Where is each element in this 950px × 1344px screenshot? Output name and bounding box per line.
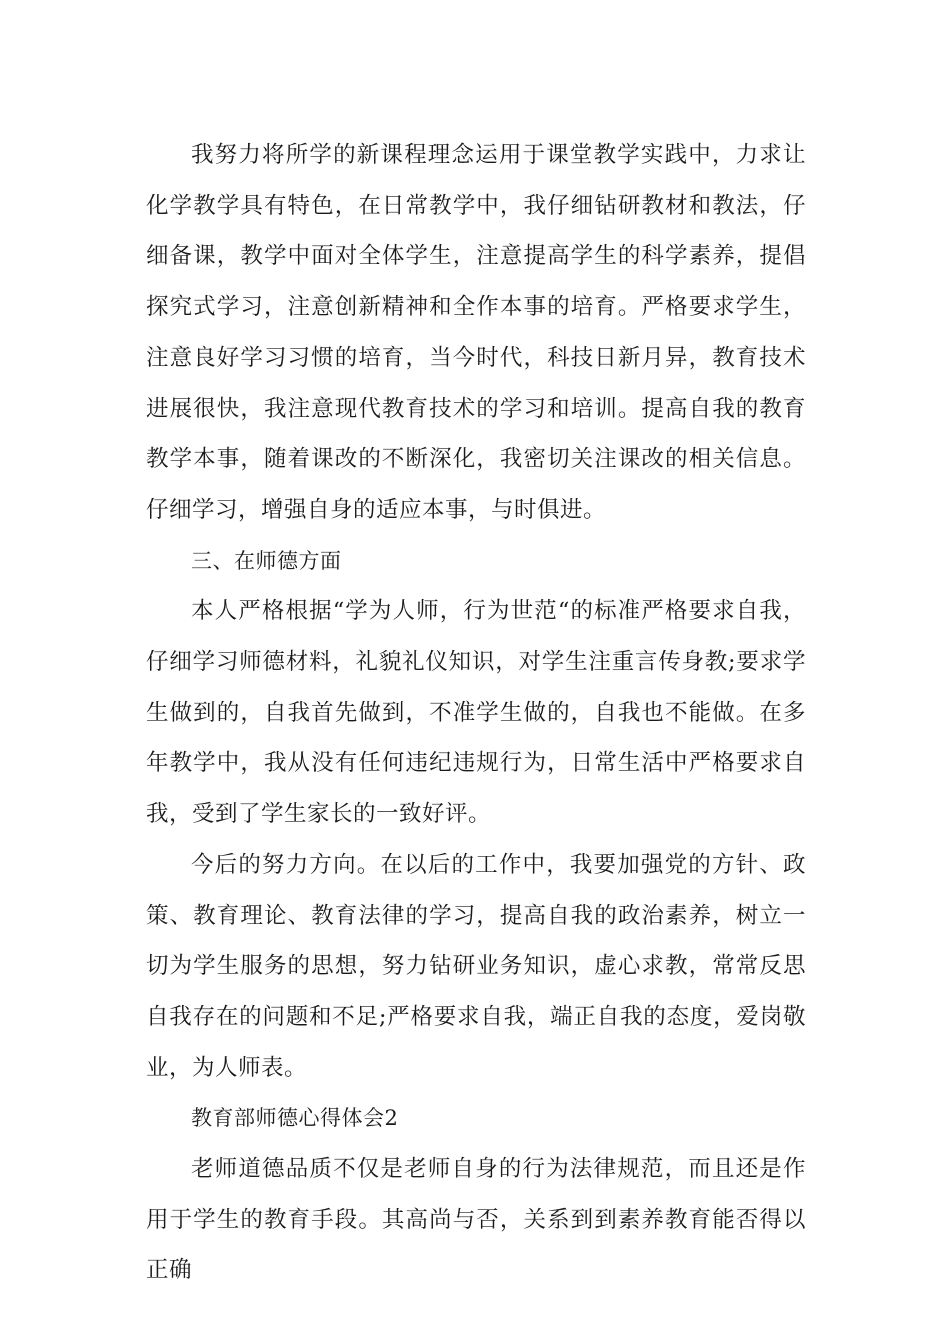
paragraph-new-curriculum: 我努力将所学的新课程理念运用于课堂教学实践中，力求让化学教学具有特色，在日常教学中，我仔细钻研教材和教法，仔细备课，教学中面对全体学生，注意提高学生的科学素养，提倡探究式学习，注意创新精神和全作本事的培育。严格要求学生，注意良好学习习惯的培育，当今时代，科技日新月异，教育技术进展很快，我注意现代教育技术的学习和培训。提高自我的教育教学本事，随着课改的不断深化，我密切关注课改的相关信息。仔细学习，增强自身的适应本事，与时俱进。 [146, 142, 806, 523]
document-body [146, 130, 806, 1296]
paragraph-moral-quality: 老师道德品质不仅是老师自身的行为法律规范，而且还是作用于学生的教育手段。其高尚与否，关系到到素养教育能否得以正确 [146, 1156, 806, 1284]
paragraph-teacher-ethics: 本人严格根据“学为人师，行为世范“的标准严格要求自我，仔细学习师德材料，礼貌礼仪知识，对学生注重言传身教;要求学生做到的，自我首先做到，不准学生做的，自我也不能做。在多年教学中，我从没有任何违纪违规行为，日常生活中严格要求自我，受到了学生家长的一致好评。 [146, 598, 806, 828]
section-heading-teacher-ethics: 三、在师德方面 [191, 548, 342, 573]
paragraph-future-direction: 今后的努力方向。在以后的工作中，我要加强党的方针、政策、教育理论、教育法律的学习，提高自我的政治素养，树立一切为学生服务的思想，努力钻研业务知识，虚心求教，常常反思自我存在的问题和不足;严格要求自我，端正自我的态度，爱岗敬业，为人师表。 [146, 851, 806, 1081]
section-heading-essay-2: 教育部师德心得体会2 [191, 1106, 399, 1131]
